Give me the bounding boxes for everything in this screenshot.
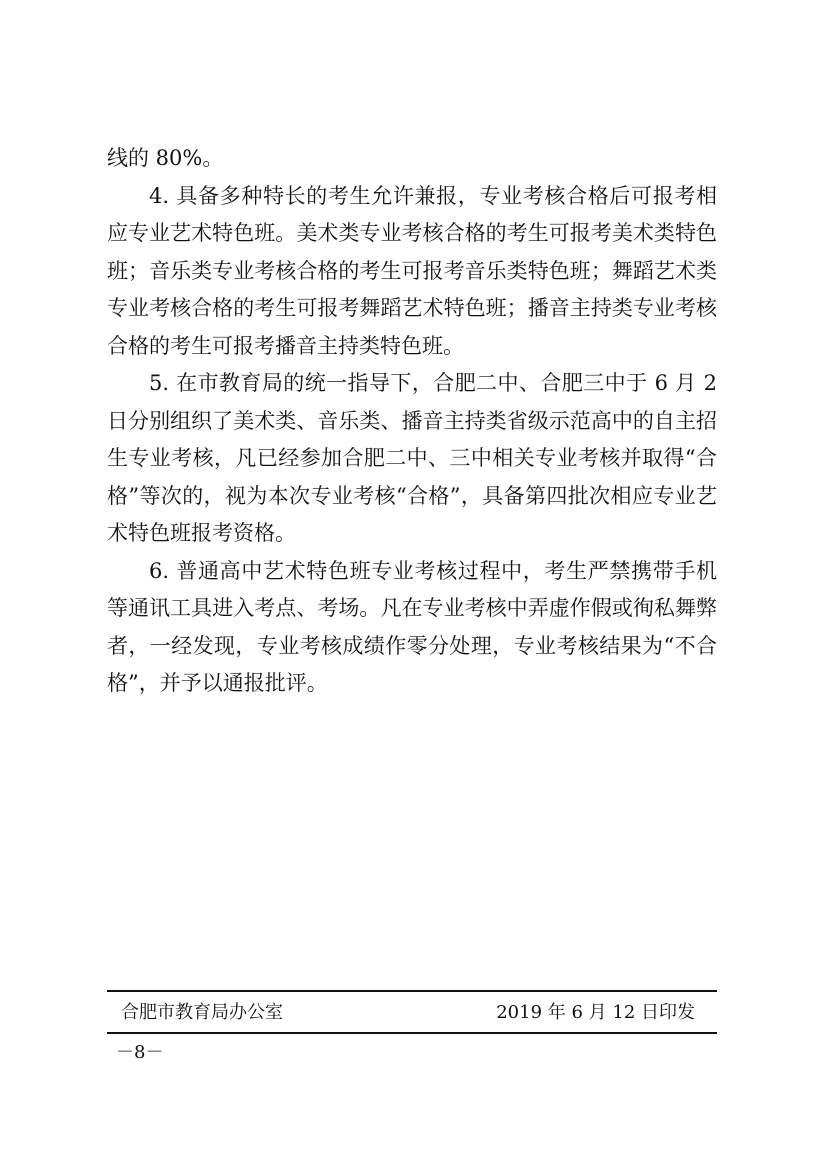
paragraph-item-4: 4. 具备多种特长的考生允许兼报，专业考核合格后可报考相应专业艺术特色班。美术类专业考核合格的考生可报考美术类特色班；音乐类专业考核合格的考生可报考音乐类特色班；舞蹈艺术类专业考核合格的考生可报考舞蹈艺术特色班；播音主持类专业考核合格的考生可报考播音主持类特色班。 — [107, 183, 717, 358]
footer-rule-bottom — [107, 1032, 717, 1034]
footer-issuance — [107, 998, 717, 1028]
paragraph-continuation: 线的 80%。 — [107, 146, 224, 170]
footer-issue-date: 2019 年 6 月 12 日印发 — [496, 1002, 695, 1023]
footer-rule-top — [107, 990, 717, 992]
document-body — [107, 140, 717, 703]
paragraph-item-5: 5. 在市教育局的统一指导下，合肥二中、合肥三中于 6 月 2 日分别组织了美术类、音乐类、播音主持类省级示范高中的自主招生专业考核，凡已经参加合肥二中、三中相关专业考核并取得“合格”等次的，视为本次专业考核“合格”，具备第四批次相应专业艺术特色班报考资格。 — [107, 371, 717, 545]
paragraph-item-6: 6. 普通高中艺术特色班专业考核过程中，考生严禁携带手机等通讯工具进入考点、考场。凡在专业考核中弄虚作假或徇私舞弊者，一经发现，专业考核成绩作零分处理，专业考核结果为“不合格”，并予以通报批评。 — [107, 558, 717, 695]
footer-issuer: 合肥市教育局办公室 — [121, 1002, 283, 1023]
page-number: －8－ — [116, 1042, 164, 1063]
